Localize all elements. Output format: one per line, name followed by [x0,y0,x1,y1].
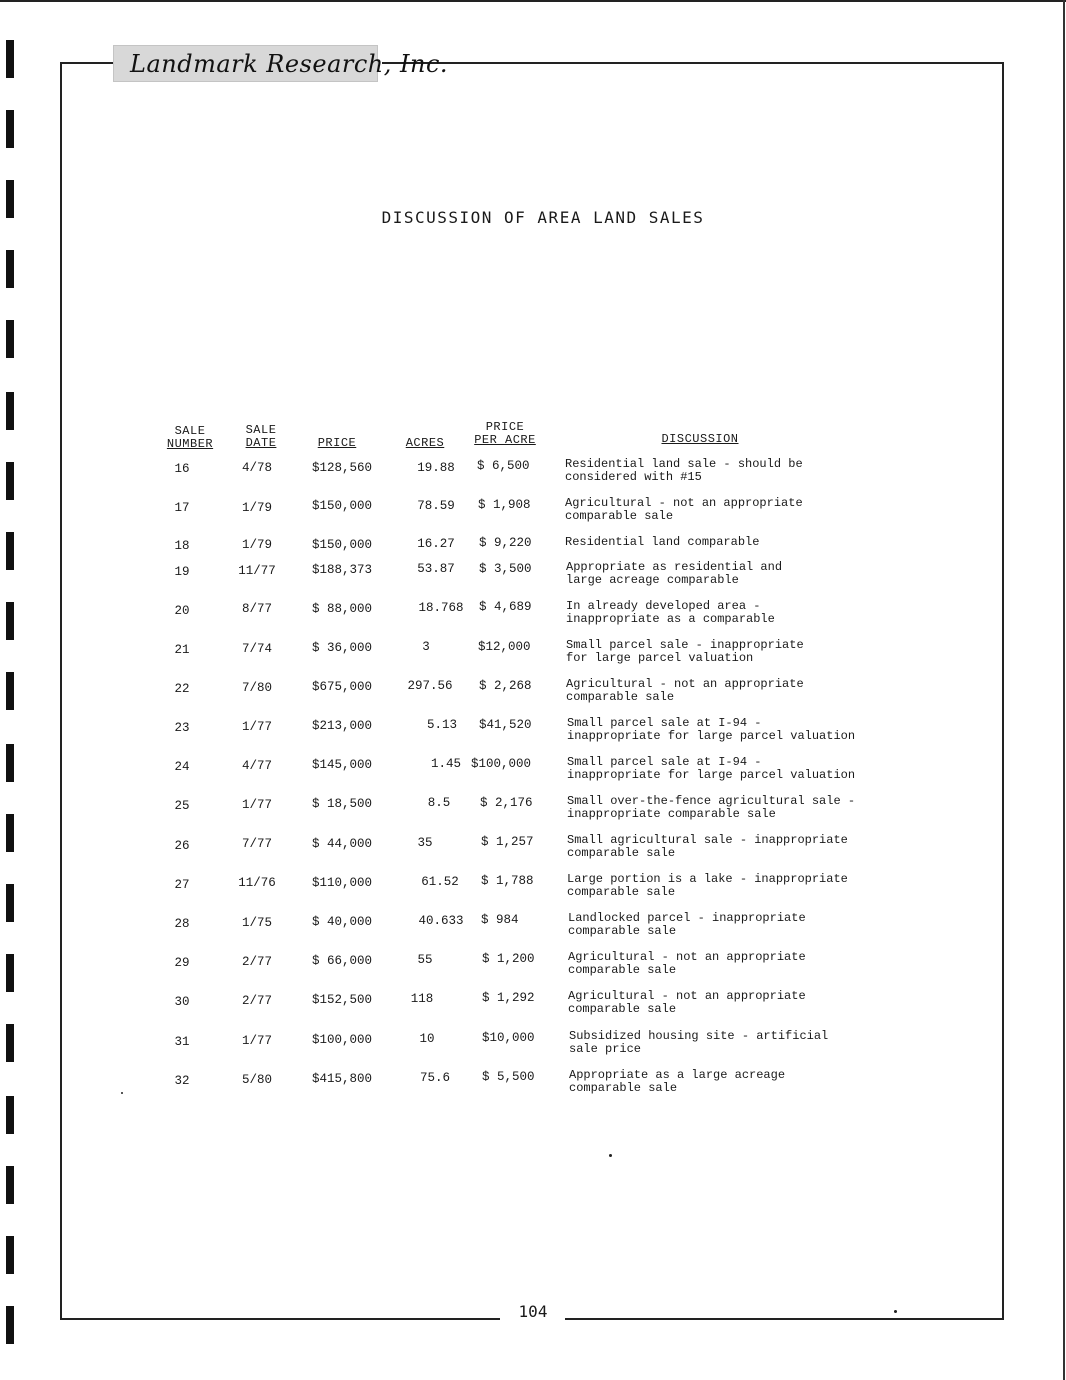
cell-sale-date: 1/79 [241,501,272,515]
cell-sale-number: 32 [174,1074,190,1088]
scan-speck [894,1310,897,1313]
frame-bottom-left-rule [60,1318,500,1320]
cell-sale-date: 2/77 [241,994,272,1008]
cell-sale-number: 29 [174,956,190,970]
table-row [0,990,1066,1030]
cell-price-per-acre: $10,000 [482,1031,535,1045]
cell-price-per-acre-value: $ 984 [481,913,519,927]
cell-sale-number: 23 [174,721,190,735]
cell-price-per-acre: $41,520 [479,718,532,732]
company-logo [113,45,449,82]
cell-discussion: In already developed area - inappropriate as a comparable [566,599,775,626]
cell-acres: 118 [410,992,434,1006]
cell-price: $ 88,000 [311,602,372,616]
cell-price: $110,000 [311,876,372,890]
cell-sale-date: 2/77 [241,955,272,969]
cell-acres: 40.633 [418,914,464,928]
cell-sale-number: 25 [174,799,190,813]
cell-sale-number: 31 [174,1035,190,1049]
cell-price: $ 44,000 [311,837,372,851]
cell-acres: 1.45 [430,757,461,771]
table-row [0,497,1066,537]
cell-price: $100,000 [311,1033,372,1047]
punch-hole [6,1236,14,1274]
header-price-per-acre [465,421,545,447]
header-sale-number-line2: NUMBER [166,437,214,451]
cell-acres: 18.768 [418,601,464,615]
cell-sale-number: 17 [174,501,190,515]
cell-price-per-acre: $ 1,257 [481,835,534,849]
punch-hole [6,1166,14,1204]
page-number: 104 [518,1302,548,1321]
cell-sale-date: 1/79 [241,538,272,552]
cell-sale-date: 4/77 [241,759,272,773]
cell-sale-date: 8/77 [241,602,272,616]
table-row [0,756,1066,796]
cell-price: $152,500 [311,993,372,1007]
cell-sale-date: 7/80 [241,681,272,695]
cell-price: $ 40,000 [311,915,372,929]
cell-sale-date: 1/77 [241,720,272,734]
table-row [0,639,1066,679]
header-price: PRICE [317,436,357,450]
page-title: DISCUSSION OF AREA LAND SALES [381,208,705,227]
cell-acres: 61.52 [421,875,459,889]
cell-discussion: Agricultural - not an appropriate comparable sale [568,950,806,977]
header-acres: ACRES [405,436,445,450]
cell-sale-date: 4/78 [241,461,272,475]
page-top-edge [0,0,1066,2]
cell-price-per-acre: $ 1,908 [478,498,531,512]
table-row [0,951,1066,991]
cell-price: $150,000 [311,538,372,552]
cell-price-per-acre: $ 4,689 [479,600,532,614]
cell-discussion: Residential land comparable [565,535,760,549]
table-row [0,873,1066,913]
punch-hole [6,40,14,78]
cell-sale-date: 11/76 [238,876,276,890]
cell-discussion: Small over-the-fence agricultural sale - inappropriate comparable sale [567,794,856,821]
frame-top-left-rule [60,62,114,64]
cell-price-per-acre: $12,000 [478,640,531,654]
table-row [0,1030,1066,1070]
cell-price: $145,000 [311,758,372,772]
punch-hole [6,320,14,358]
cell-discussion: Small parcel sale - inappropriate for large parcel valuation [566,638,804,665]
cell-sale-number: 19 [174,565,190,579]
cell-price-per-acre: $ 1,292 [482,991,535,1005]
table-row [0,834,1066,874]
punch-hole [6,250,14,288]
frame-top-right-rule [382,62,1004,64]
cell-price-per-acre: $ 6,500 [477,459,530,473]
cell-price-per-acre: $ 2,268 [479,679,532,693]
cell-acres: 55 [417,953,433,967]
cell-sale-date: 7/77 [241,837,272,851]
table-row [0,1069,1066,1109]
cell-price: $150,000 [311,499,372,513]
cell-discussion: Small parcel sale at I-94 - inappropriate for large parcel valuation [567,716,856,743]
header-sale-number [150,425,230,451]
cell-acres: 19.88 [417,461,455,475]
cell-acres: 35 [417,836,433,850]
header-sale-number-line1: SALE [174,424,206,438]
cell-acres: 78.59 [417,499,455,513]
cell-price-per-acre: $ 2,176 [480,796,533,810]
cell-acres: 75.6 [419,1071,450,1085]
cell-price-per-acre [481,914,561,927]
company-logo-text: Landmark Research, Inc. [130,49,449,78]
cell-sale-date: 5/80 [241,1073,272,1087]
cell-sale-number: 20 [174,604,190,618]
cell-acres: 3 [422,640,430,654]
header-sale-date [225,424,297,450]
punch-hole [6,1306,14,1344]
cell-acres: 8.5 [427,796,451,810]
cell-sale-number: 28 [174,917,190,931]
cell-discussion: Agricultural - not an appropriate comparable sale [566,677,804,704]
cell-price: $ 18,500 [311,797,372,811]
header-price-per-acre-line1: PRICE [485,420,525,434]
cell-acres: 297.56 [407,679,453,693]
cell-discussion: Large portion is a lake - inappropriate comparable sale [567,872,848,899]
cell-price: $188,373 [311,563,372,577]
cell-acres: 53.87 [417,562,455,576]
cell-sale-number: 18 [174,539,190,553]
header-sale-date-line1: SALE [245,423,277,437]
table-row [0,678,1066,718]
cell-discussion: Small agricultural sale - inappropriate comparable sale [567,833,848,860]
cell-sale-date: 1/77 [241,798,272,812]
cell-discussion: Subsidized housing site - artificial sale price [569,1029,829,1056]
cell-sale-date: 1/77 [241,1034,272,1048]
table-row [0,561,1066,601]
cell-sale-number: 22 [174,682,190,696]
cell-discussion: Landlocked parcel - inappropriate comparable sale [568,911,806,938]
scan-speck [609,1154,612,1157]
cell-price: $128,560 [311,461,372,475]
cell-sale-date: 1/75 [241,916,272,930]
cell-sale-number: 16 [174,462,190,476]
cell-discussion: Agricultural - not an appropriate comparable sale [568,989,806,1016]
cell-sale-number: 26 [174,839,190,853]
punch-hole [6,110,14,148]
cell-price-per-acre: $ 1,200 [482,952,535,966]
cell-discussion: Residential land sale - should be considered with #15 [565,457,803,484]
table-row [0,717,1066,757]
header-price-per-acre-line2: PER ACRE [474,433,536,447]
cell-acres: 5.13 [426,718,457,732]
cell-sale-number: 21 [174,643,190,657]
header-sale-date-line2: DATE [245,436,277,450]
cell-sale-date: 11/77 [238,564,276,578]
cell-discussion: Agricultural - not an appropriate comparable sale [565,496,803,523]
cell-price: $ 36,000 [311,641,372,655]
table-row [0,600,1066,640]
punch-hole [6,392,14,430]
cell-discussion: Appropriate as residential and large acreage comparable [566,560,783,587]
cell-sale-number: 24 [174,760,190,774]
cell-discussion: Small parcel sale at I-94 - inappropriate for large parcel valuation [567,755,856,782]
cell-acres: 10 [419,1032,435,1046]
cell-price: $ 66,000 [311,954,372,968]
cell-sale-number: 27 [174,878,190,892]
cell-price: $675,000 [311,680,372,694]
header-discussion: DISCUSSION [661,432,739,446]
cell-price-per-acre: $ 5,500 [482,1070,535,1084]
cell-acres: 16.27 [417,537,455,551]
cell-price-per-acre: $ 3,500 [479,562,532,576]
cell-price-per-acre: $ 1,788 [481,874,534,888]
table-row [0,458,1066,498]
cell-price: $415,800 [311,1072,372,1086]
cell-sale-number: 30 [174,995,190,1009]
scan-speck [121,1092,123,1094]
cell-price-per-acre: $100,000 [471,757,532,771]
cell-price-per-acre: $ 9,220 [479,536,532,550]
table-row [0,795,1066,835]
table-row [0,912,1066,952]
cell-sale-date: 7/74 [241,642,272,656]
frame-bottom-right-rule [565,1318,1004,1320]
cell-price: $213,000 [311,719,372,733]
cell-discussion: Appropriate as a large acreage comparable sale [569,1068,786,1095]
